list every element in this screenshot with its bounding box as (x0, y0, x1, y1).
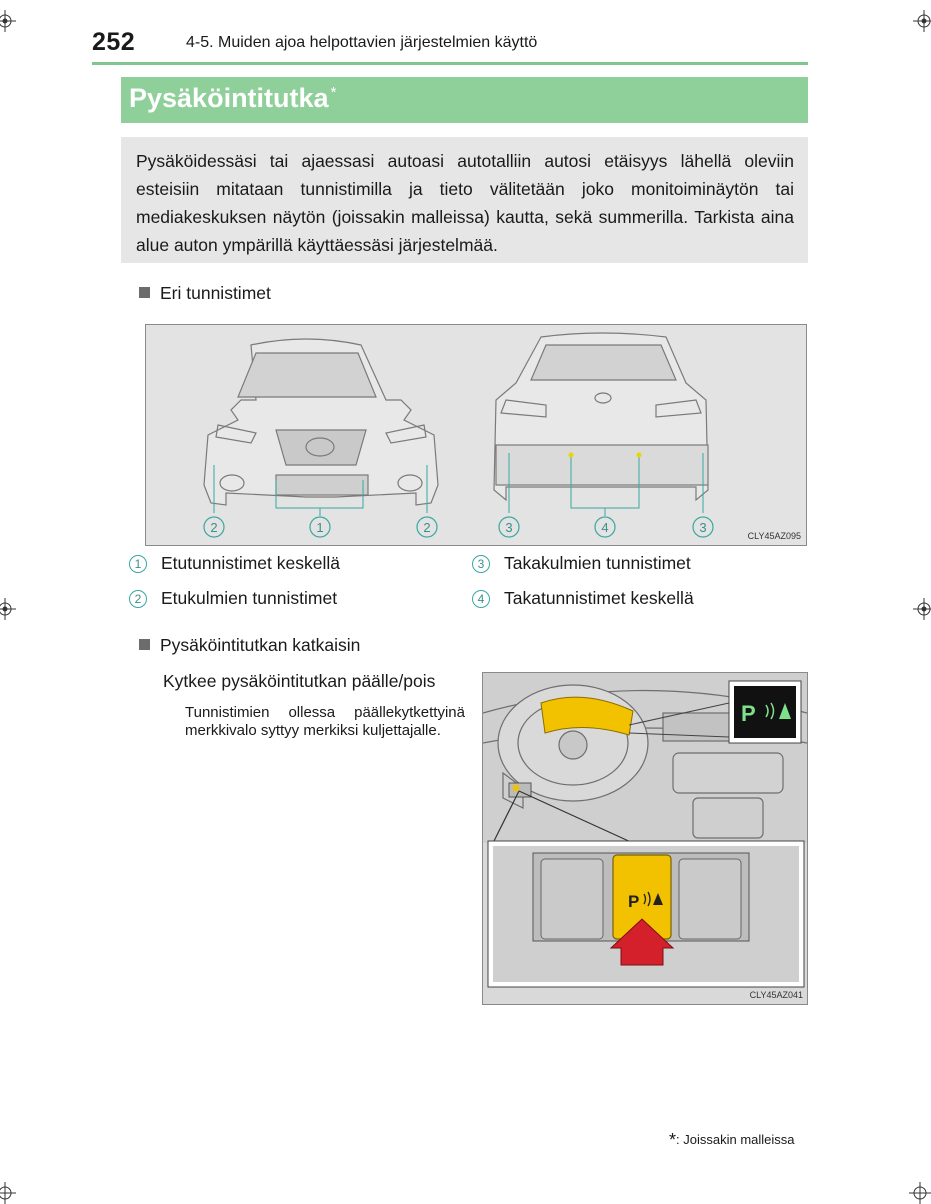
callout-2-right: 2 (423, 520, 431, 535)
legend-item (129, 553, 340, 574)
footnote (669, 1130, 795, 1151)
legend-item (129, 588, 337, 609)
registration-mark-top-left (0, 10, 16, 32)
section-title-bar (121, 77, 808, 123)
header-rule (92, 62, 808, 65)
intro-text: Pysäköidessäsi tai ajaessasi autoasi autotalliin autosi etäisyys lähellä oleviin esteisiin mitataan tunnistimilla ja tieto välitetään joko monitoiminäytön tai mediakeskuksen näytön (joissakin malleissa) kautta, sekä summerilla. Tarkista aina alue auton ympärillä käyttäessäsi järjestelmää. (136, 151, 794, 255)
page-number: 252 (92, 28, 136, 56)
switch-heading-text: Pysäköintitutkan katkaisin (160, 635, 361, 655)
callout-2-left: 2 (210, 520, 218, 535)
callout-4: 4 (601, 520, 609, 535)
intro-box (121, 137, 808, 263)
dashboard-illustration (483, 673, 807, 1004)
bullet-square-icon (139, 639, 150, 650)
callout-3-left: 3 (505, 520, 513, 535)
registration-mark-mid-right (913, 598, 931, 620)
registration-mark-bottom-left (0, 1182, 16, 1204)
switch-note: Tunnistimien ollessa päällekytkettyinä merkkivalo syttyy merkiksi kuljettajalle. (185, 704, 465, 739)
bullet-square-icon (139, 287, 150, 298)
legend-label: Etukulmien tunnistimet (161, 588, 338, 608)
car-front-rear-illustration (146, 325, 806, 545)
figure-code: CLY45AZ041 (749, 990, 803, 1000)
registration-mark-top-right (913, 10, 931, 32)
sensor-locations-figure (145, 324, 807, 546)
legend-label: Takatunnistimet keskellä (504, 588, 694, 608)
section-title-mark: * (330, 84, 337, 101)
switch-description: Kytkee pysäköintitutkan päälle/pois (163, 671, 436, 691)
indicator-label: P (741, 701, 756, 726)
legend-number: 2 (129, 590, 147, 608)
button-label: P (628, 892, 640, 911)
switch-heading (139, 635, 360, 656)
sensors-heading (139, 283, 271, 304)
legend-number: 4 (472, 590, 490, 608)
section-title-text: Pysäköintitutka (129, 83, 329, 113)
legend-number: 1 (129, 555, 147, 573)
figure-code: CLY45AZ095 (747, 531, 801, 541)
callout-3-right: 3 (699, 520, 707, 535)
sensors-heading-text: Eri tunnistimet (160, 283, 271, 303)
legend-item (472, 553, 691, 574)
legend-label: Etutunnistimet keskellä (161, 553, 340, 573)
section-title (129, 83, 336, 114)
switch-location-figure (482, 672, 808, 1005)
footnote-mark: * (669, 1130, 677, 1150)
registration-mark-mid-left (0, 598, 16, 620)
legend-label: Takakulmien tunnistimet (504, 553, 691, 573)
footnote-text: : Joissakin malleissa (676, 1132, 795, 1147)
legend-number: 3 (472, 555, 490, 573)
legend-item (472, 588, 694, 609)
chapter-title: 4-5. Muiden ajoa helpottavien järjestelmien käyttö (186, 34, 538, 51)
callout-1: 1 (316, 520, 324, 535)
registration-mark-bottom-right (909, 1182, 931, 1204)
